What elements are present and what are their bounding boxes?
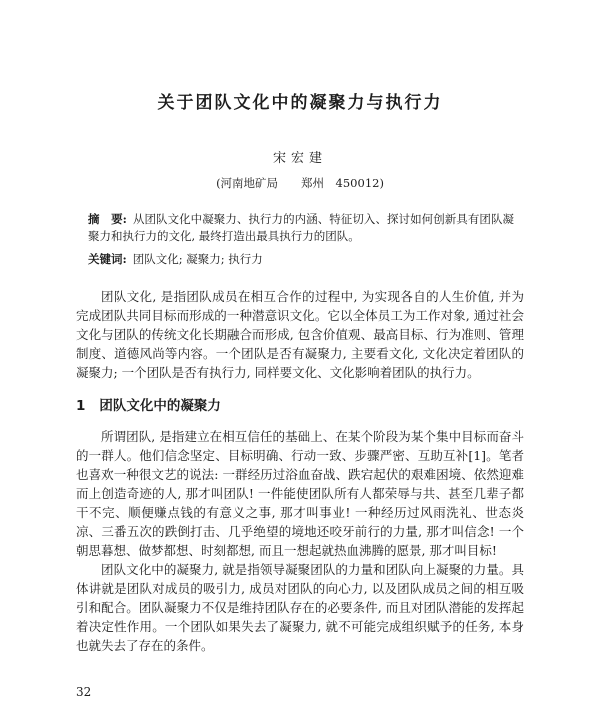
author-name: 宋宏建 bbox=[272, 151, 327, 166]
keywords-block bbox=[88, 251, 514, 268]
page-number: 32 bbox=[76, 685, 92, 699]
intro-paragraph: 团队文化, 是指团队成员在相互合作的过程中, 为实现各自的人生价值, 并为完成团队共同目标而形成的一种潜意识文化。它以全体员工为工作对象, 通过社会文化与团队的传统文化长期融合而形成, 包含价值观、最高目标、行为准则、管理制度、道德风尚等内容。一个团队是否有凝聚力, 主要看文化, 文化决定着团队的凝聚力; 一个团队是否有执行力, 同样要文化、文化影响着团队的执行力。 bbox=[76, 288, 524, 380]
section-1-title: 团队文化中的凝聚力 bbox=[99, 397, 221, 414]
body-text bbox=[76, 287, 524, 655]
abstract-text: 从团队文化中凝聚力、执行力的内涵、特征切入、探讨如何创新具有团队凝聚力和执行力的文化, 最终打造出最具执行力的团队。 bbox=[88, 212, 514, 243]
keywords-label: 关键词: bbox=[88, 252, 127, 266]
section-1-paragraph-1: 所谓团队, 是指建立在相互信任的基础上、在某个阶段为某个集中目标而奋斗的一群人。他们信念坚定、目标明确、行动一致、步骤严密、互助互补[1]。笔者也喜欢一种很文艺的说法: 一群经历过浴血奋战、跌宕起伏的艰难困境、依然迎难而上创造奇迹的人, 那才叫团队! 一件能使团队所有人都荣辱与共、甚至几辈子都干不完、顺便赚点钱的有意义之事, 那才叫事业! 一种经历过风雨洗礼、世态炎凉、三番五次的跌倒打击、几乎绝望的境地还咬牙前行的力量, 那才叫信念! 一个朝思暮想、做梦都想、时刻都想, 而且一想起就热血沸腾的愿景, 那才叫目标! bbox=[76, 428, 524, 558]
section-1-paragraph-2: 团队文化中的凝聚力, 就是指领导凝聚团队的力量和团队向上凝聚的力量。具体讲就是团队对成员的吸引力, 成员对团队的向心力, 以及团队成员之间的相互吸引和配合。团队凝聚力不仅是维持团队存在的必要条件, 而且对团队潜能的发挥起着决定性作用。一个团队如果失去了凝聚力, 就不可能完成组织赋予的任务, 本身也就失去了存在的条件。 bbox=[76, 561, 524, 653]
abstract-label: 摘 要: bbox=[88, 212, 127, 226]
keywords-text: 团队文化; 凝聚力; 执行力 bbox=[132, 252, 263, 266]
abstract-block bbox=[88, 211, 514, 244]
author-affiliation: (河南地矿局 郑州 450012) bbox=[216, 176, 384, 190]
paper-title: 关于团队文化中的凝聚力与执行力 bbox=[157, 93, 443, 113]
section-1-heading bbox=[76, 397, 524, 416]
section-1-number: 1 bbox=[76, 397, 86, 414]
